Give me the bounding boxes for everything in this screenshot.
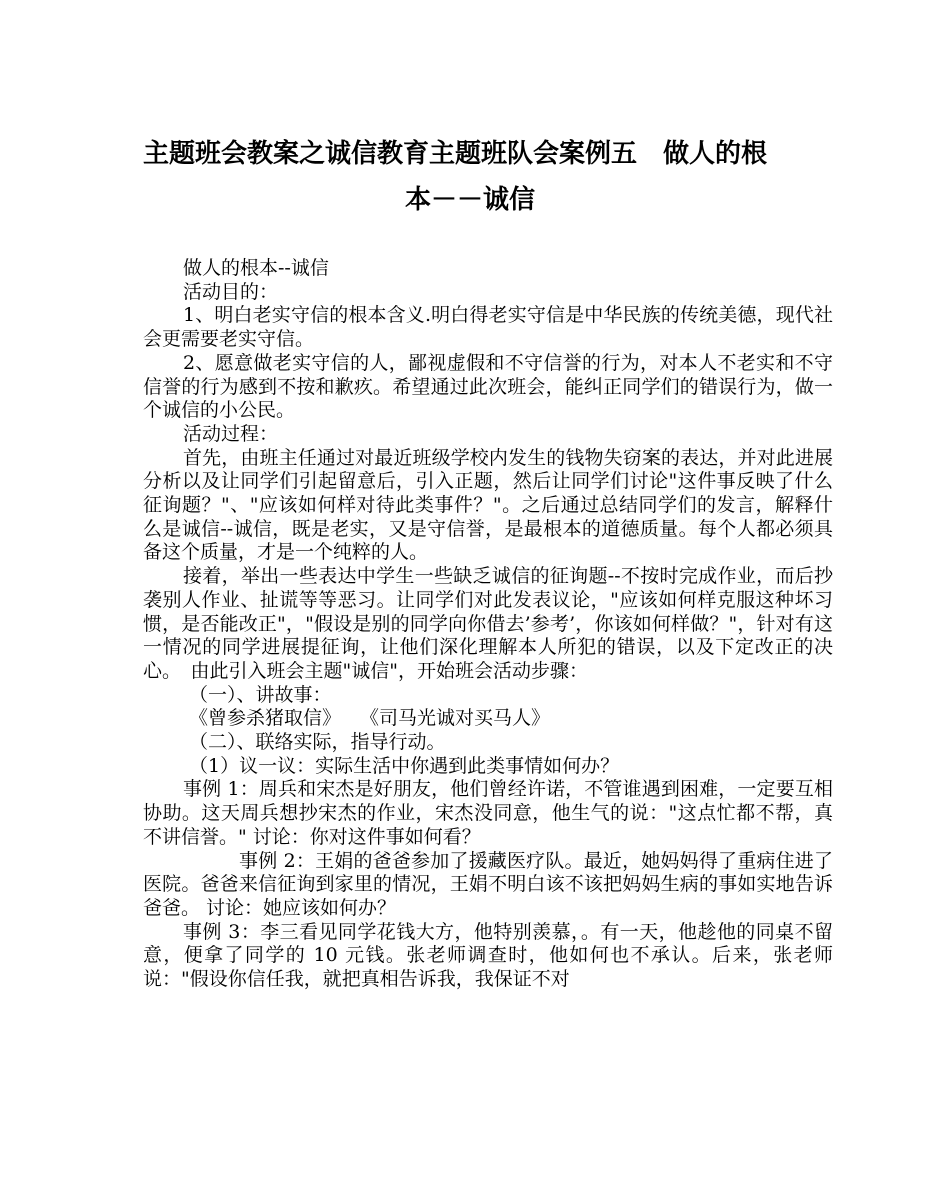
paragraph: 2、愿意做老实守信的人，鄙视虚假和不守信誉的行为，对本人不老实和不守信誉的行为感到不按和歉疚。希望通过此次班会，能纠正同学们的错误行为，做一个诚信的小公民。 (143, 351, 833, 422)
paragraph: （一）、讲故事： (189, 683, 332, 706)
document-title-line-2: 本－－诚信 (405, 185, 536, 215)
document-body (143, 257, 833, 992)
paragraph: （二）、联络实际，指导行动。 (189, 731, 446, 754)
paragraph: 首先，由班主任通过对最近班级学校内发生的钱物失窃案的表达，并对此进展分析以及让同学们引起留意后，引入正题，然后让同学们讨论"这件事反映了什么征询题？"、"应该如何样对待此类事件？"。之后通过总结同学们的发言，解释什么是诚信--诚信，既是老实，又是守信誉，是最根本的道德质量。每个人都必须具备这个质量，才是一个纯粹的人。 (143, 446, 833, 564)
paragraph: 《曾参杀猪取信》 《司马光诚对买马人》 (189, 707, 551, 730)
paragraph: 活动过程： (183, 422, 279, 445)
paragraph: 做人的根本--诚信 (183, 257, 329, 279)
document-title-line-1: 主题班会教案之诚信教育主题班队会案例五 做人的根 (143, 139, 768, 169)
paragraph: 接着，举出一些表达中学生一些缺乏诚信的征询题--不按时完成作业，而后抄袭别人作业、扯谎等等恶习。让同学们对此发表议论，"应该如何样克服这种坏习惯，是否能改正"，"假设是别的同学向你借去’参考’，你该如何样做？"，针对有这一情况的同学进展提征询，让他们深化理解本人所犯的错误，以及下定改正的决心。 由此引入班会主题"诚信"，开始班会活动步骤： (143, 565, 833, 682)
paragraph: （1）议一议：实际生活中你遇到此类事情如何办？ (189, 754, 620, 777)
paragraph: 事例 2：王娟的爸爸参加了援藏医疗队。最近，她妈妈得了重病住进了医院。爸爸来信征询到家里的情况，王娟不明白该不该把妈妈生病的事如实地告诉爸爸。 讨论：她应该如何办？ (143, 849, 833, 919)
paragraph: 活动目的： (183, 280, 279, 303)
paragraph: 事例 1：周兵和宋杰是好朋友，他们曾经许诺，不管谁遇到困难，一定要互相协助。这天周兵想抄宋杰的作业，宋杰没同意，他生气的说："这点忙都不帮，真不讲信誉。" 讨论：你对这件事如何看？ (143, 778, 833, 848)
paragraph: 事例 3：李三看见同学花钱大方，他特别羡慕，。有一天，他趁他的同桌不留意，便拿了同学的 10 元钱。张老师调查时，他如何也不承认。后来，张老师说："假设你信任我，就把真相告诉我，我保证不对 (143, 920, 833, 991)
paragraph: 1、明白老实守信的根本含义.明白得老实守信是中华民族的传统美德，现代社会更需要老实守信。 (143, 304, 833, 351)
